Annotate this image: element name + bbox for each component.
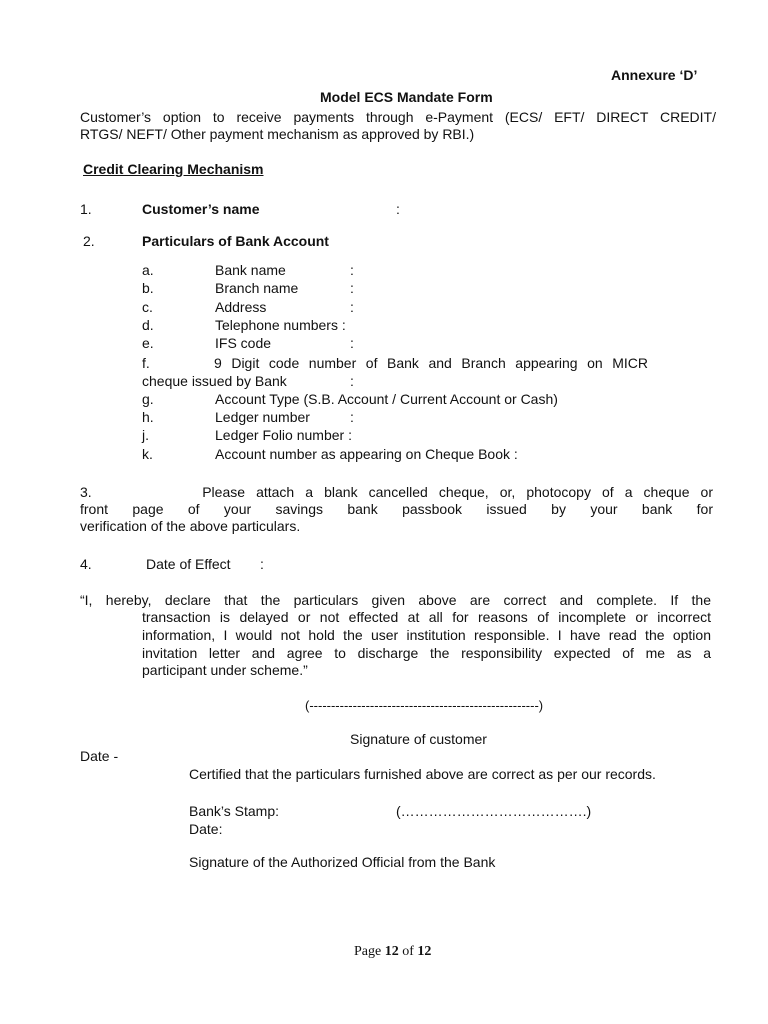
subitem-letter: g. — [142, 391, 154, 407]
subitem-letter: a. — [142, 262, 154, 278]
subitem-letter: d. — [142, 317, 154, 333]
subitem-label-bank-name: Bank name — [215, 262, 286, 278]
declaration-line-2: transaction is delayed or not effected at all for reasons of incomplete or incorrect — [142, 609, 711, 625]
page-of: of — [402, 944, 414, 959]
subitem-label-ledger-number: Ledger number — [215, 409, 310, 425]
subitem-colon: : — [350, 262, 354, 278]
declaration-line-1: “I, hereby, declare that the particulars given above are correct and complete. If the — [80, 592, 711, 608]
page-footer — [354, 943, 431, 961]
bank-date-label: Date: — [189, 821, 223, 837]
subitem-colon: : — [350, 335, 354, 351]
subitem-letter: c. — [142, 299, 153, 315]
date-of-effect-label: Date of Effect — [146, 556, 231, 572]
authorized-signature-label: Signature of the Authorized Official from the Bank — [189, 854, 496, 870]
signature-line: (-----------------------------------------------------) — [305, 698, 544, 713]
declaration-line-5: participant under scheme.” — [142, 662, 308, 678]
subitem-letter: f. — [142, 355, 150, 371]
subitem-label-address: Address — [215, 299, 267, 315]
subitem-label-account-type: Account Type (S.B. Account / Current Account or Cash) — [215, 391, 558, 407]
subitem-colon: : — [350, 299, 354, 315]
subitem-colon: : — [350, 280, 354, 296]
page-current: 12 — [384, 944, 399, 959]
bank-stamp-label: Bank’s Stamp: — [189, 803, 280, 819]
subitem-f-line-1: 9 Digit code number of Bank and Branch appearing on MICR — [214, 355, 648, 371]
subitem-label-telephone: Telephone numbers : — [215, 317, 346, 333]
item-4-number: 4. — [80, 556, 92, 572]
subitem-label-account-number: Account number as appearing on Cheque Book : — [215, 446, 518, 462]
subitem-letter: e. — [142, 335, 154, 351]
annexure-label: Annexure ‘D’ — [611, 67, 698, 83]
form-title: Model ECS Mandate Form — [320, 89, 493, 105]
item-1-number: 1. — [80, 201, 92, 217]
subitem-label-ifs-code: IFS code — [215, 335, 272, 351]
date-label: Date - — [80, 748, 119, 764]
intro-line-1: Customer’s option to receive payments through e-Payment (ECS/ EFT/ DIRECT CREDIT/ — [80, 109, 716, 125]
subitem-colon: : — [350, 373, 354, 389]
subitem-letter: b. — [142, 280, 154, 296]
page-total: 12 — [417, 944, 432, 959]
item-2-number: 2. — [83, 233, 95, 249]
subitem-label-ledger-folio: Ledger Folio number : — [215, 427, 352, 443]
item-3-line-1: 3. Please attach a blank cancelled cheque, or, photocopy of a cheque or — [80, 484, 713, 500]
certified-statement: Certified that the particulars furnished above are correct as per our records. — [189, 766, 656, 782]
subitem-label-branch-name: Branch name — [215, 280, 299, 296]
bank-account-heading: Particulars of Bank Account — [142, 233, 329, 249]
item-3-line-2: front page of your savings bank passbook issued by your bank for — [80, 501, 713, 517]
intro-line-2: RTGS/ NEFT/ Other payment mechanism as approved by RBI.) — [80, 126, 475, 142]
section-heading: Credit Clearing Mechanism — [83, 161, 264, 177]
bank-stamp-dots: (………………………………….) — [396, 803, 592, 819]
customer-name-colon: : — [396, 201, 400, 217]
declaration-line-4: invitation letter and agree to discharge the responsibility expected of me as a — [142, 645, 711, 661]
date-of-effect-colon: : — [260, 556, 264, 572]
subitem-letter: k. — [142, 446, 153, 462]
subitem-letter: j. — [142, 427, 149, 443]
subitem-letter: h. — [142, 409, 154, 425]
signature-of-customer: Signature of customer — [350, 731, 487, 747]
page-word: Page — [354, 944, 382, 959]
item-3-line-3: verification of the above particulars. — [80, 518, 301, 534]
declaration-line-3: information, I would not hold the user institution responsible. I have read the option — [142, 627, 711, 643]
subitem-colon: : — [350, 409, 354, 425]
customer-name-label: Customer’s name — [142, 201, 260, 217]
subitem-f-line-2: cheque issued by Bank — [142, 373, 287, 389]
